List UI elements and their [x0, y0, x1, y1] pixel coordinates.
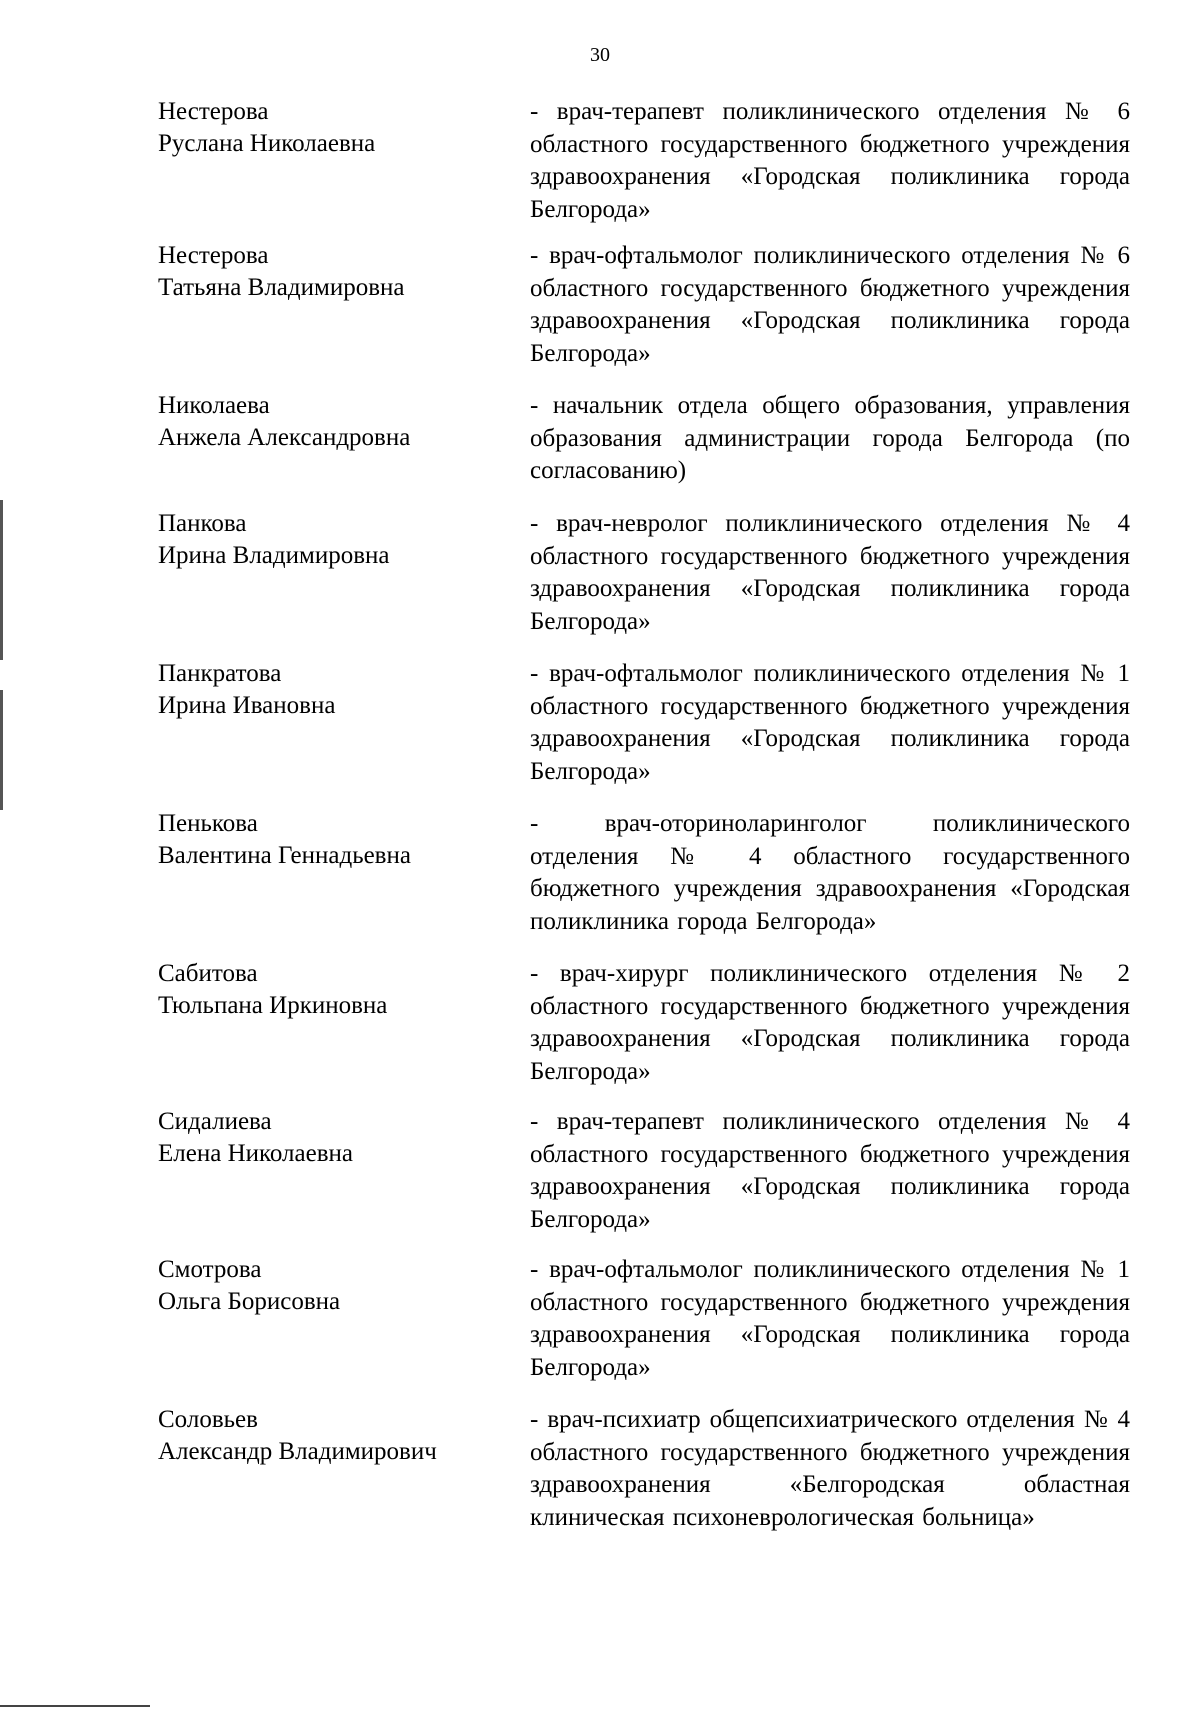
- given-names: Ольга Борисовна: [158, 1288, 341, 1315]
- position-description: - начальник отдела общего образования, управления образования администрации города Белгорода (по согласованию): [530, 392, 1130, 484]
- scan-bottom-line: [0, 1705, 150, 1707]
- given-names: Александр Владимирович: [158, 1438, 437, 1465]
- given-names: Ирина Владимировна: [158, 542, 390, 569]
- person-name: [158, 1106, 498, 1170]
- surname: Нестерова: [158, 98, 269, 125]
- given-names: Валентина Геннадьевна: [158, 842, 411, 869]
- position-description: - врач-оториноларинголог поликлинического отделения № 4 областного государственного бюджетного учреждения здравоохранения «Городская поликлиника города Белгорода»: [530, 810, 1130, 935]
- surname: Сабитова: [158, 960, 258, 987]
- person-name: [158, 1254, 498, 1318]
- position-description: - врач-психиатр общепсихиатрического отделения № 4 областного государственного бюджетного учреждения здравоохранения «Белгородская областная клиническая психоневрологическая больница»: [530, 1406, 1130, 1531]
- surname: Панкратова: [158, 660, 282, 687]
- page-number: 30: [590, 44, 610, 66]
- person-name: [158, 96, 498, 160]
- given-names: Татьяна Владимировна: [158, 274, 405, 301]
- position-description: - врач-терапевт поликлинического отделения № 4 областного государственного бюджетного учреждения здравоохранения «Городская поликлиника города Белгорода»: [530, 1108, 1130, 1233]
- given-names: Руслана Николаевна: [158, 130, 376, 157]
- person-name: [158, 1404, 498, 1468]
- person-name: [158, 240, 498, 304]
- surname: Нестерова: [158, 242, 269, 269]
- person-name: [158, 958, 498, 1022]
- given-names: Елена Николаевна: [158, 1140, 353, 1167]
- position-description: - врач-хирург поликлинического отделения № 2 областного государственного бюджетного учреждения здравоохранения «Городская поликлиника города Белгорода»: [530, 960, 1130, 1085]
- surname: Николаева: [158, 392, 270, 419]
- position-description: - врач-офтальмолог поликлинического отделения № 1 областного государственного бюджетного учреждения здравоохранения «Городская поликлиника города Белгорода»: [530, 1256, 1130, 1381]
- position-description: - врач-терапевт поликлинического отделения № 6 областного государственного бюджетного учреждения здравоохранения «Городская поликлиника города Белгорода»: [530, 98, 1130, 223]
- surname: Соловьев: [158, 1406, 258, 1433]
- person-name: [158, 658, 498, 722]
- position-description: - врач-офтальмолог поликлинического отделения № 1 областного государственного бюджетного учреждения здравоохранения «Городская поликлиника города Белгорода»: [530, 660, 1130, 785]
- person-name: [158, 390, 498, 454]
- person-name: [158, 808, 498, 872]
- position-description: - врач-невролог поликлинического отделения № 4 областного государственного бюджетного учреждения здравоохранения «Городская поликлиника города Белгорода»: [530, 510, 1130, 635]
- surname: Пенькова: [158, 810, 258, 837]
- surname: Сидалиева: [158, 1108, 272, 1135]
- surname: Смотрова: [158, 1256, 262, 1283]
- scan-edge-mark: [0, 500, 3, 660]
- given-names: Тюльпана Иркиновна: [158, 992, 388, 1019]
- person-name: [158, 508, 498, 572]
- scan-edge-mark: [0, 690, 3, 810]
- given-names: Анжела Александровна: [158, 424, 411, 451]
- surname: Панкова: [158, 510, 247, 537]
- given-names: Ирина Ивановна: [158, 692, 336, 719]
- position-description: - врач-офтальмолог поликлинического отделения № 6 областного государственного бюджетного учреждения здравоохранения «Городская поликлиника города Белгорода»: [530, 242, 1130, 367]
